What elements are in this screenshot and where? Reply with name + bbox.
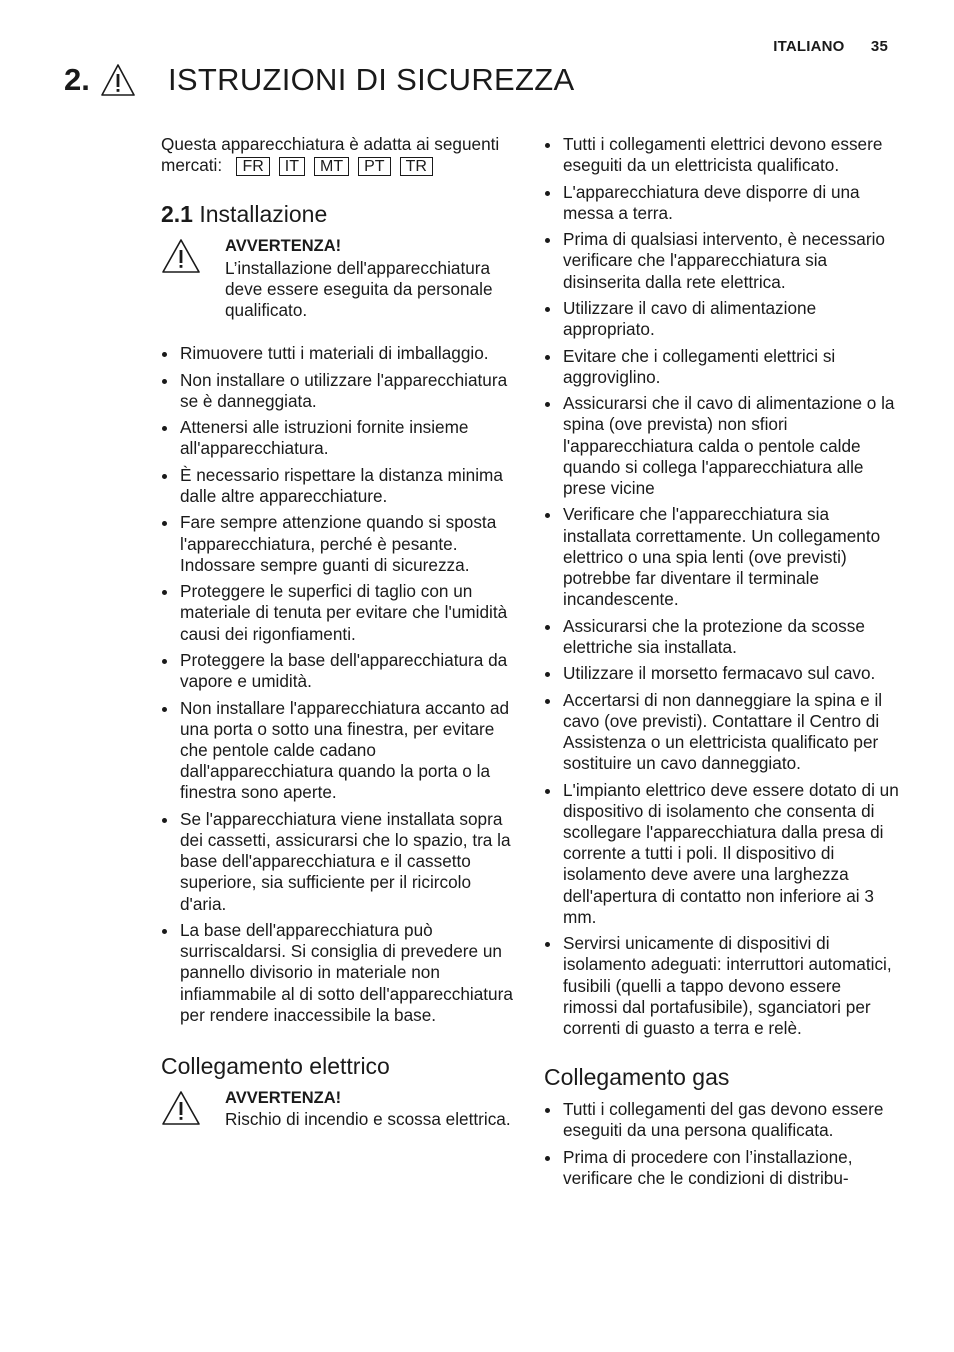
warning-box-elettrico [161, 1088, 516, 1130]
chapter-title [64, 62, 574, 98]
list-item: Prima di qualsiasi intervento, è necessario verificare che l'apparecchiatura sia disinserita dalla rete elettrica. [544, 229, 899, 293]
page-number: 35 [870, 38, 888, 55]
right-column [544, 134, 899, 1213]
warning-triangle-icon [100, 63, 136, 97]
list-item: Se l'apparecchiatura viene installata sopra dei cassetti, assicurarsi che lo spazio, tra la base dell'apparecchiatura e il cassetto superiore, sia sufficiente per il ricircolo d'aria. [161, 809, 516, 915]
list-item: Fare sempre attenzione quando si sposta l'apparecchiatura, perché è pesante. Indossare sempre guanti di sicurezza. [161, 512, 516, 576]
warning-label: AVVERTENZA! [225, 1089, 342, 1107]
section-heading-collegamento-gas: Collegamento gas [544, 1064, 730, 1091]
list-item: Attenersi alle istruzioni fornite insieme all'apparecchiatura. [161, 417, 516, 459]
section-heading-collegamento-elettrico: Collegamento elettrico [161, 1053, 390, 1079]
markets-text: Questa apparecchiatura è adatta ai seguenti mercati: [161, 134, 500, 176]
collegamento-elettrico-list [544, 134, 899, 1039]
list-item: L'impianto elettrico deve essere dotato di un dispositivo di isolamento che consenta di scollegare l'apparecchiatura dalla presa di corrente a tutti i poli. Il dispositivo di isolamento deve avere una larghezza dell'apertura di contatto non inferiore ai 3 mm. [544, 780, 899, 928]
warning-label: AVVERTENZA! [225, 237, 342, 256]
list-item: Assicurarsi che la protezione da scosse elettriche sia installata. [544, 616, 899, 658]
list-item: Assicurarsi che il cavo di alimentazione o la spina (ove prevista) non sfiori l'apparecchiatura calda o pentole calde quando si collega l'apparecchiatura alle prese vicine [544, 393, 899, 499]
list-item: Proteggere la base dell'apparecchiatura da vapore e umidità. [161, 650, 516, 692]
list-item: Prima di procedere con l’installazione, verificare che le condizioni di distribu- [544, 1147, 899, 1189]
list-item: È necessario rispettare la distanza minima dalle altre apparecchiature. [161, 465, 516, 507]
left-column [161, 134, 516, 1152]
warning-text: Rischio di incendio e scossa elettrica. [225, 1109, 511, 1130]
market-tag: PT [358, 157, 390, 176]
warning-box-installazione [161, 236, 516, 321]
collegamento-gas-list [544, 1099, 899, 1189]
chapter-heading: ISTRUZIONI DI SICUREZZA [168, 62, 575, 97]
list-item: Rimuovere tutti i materiali di imballaggio. [161, 343, 516, 364]
list-item: Utilizzare il morsetto fermacavo sul cavo. [544, 663, 899, 684]
header-language: ITALIANO [773, 38, 845, 55]
list-item: Tutti i collegamenti del gas devono essere eseguiti da una persona qualificata. [544, 1099, 899, 1141]
page-header [773, 38, 888, 55]
market-tag: MT [314, 157, 349, 176]
section-heading-installazione [161, 200, 516, 228]
list-item: Non installare l'apparecchiatura accanto ad una porta o sotto una finestra, per evitare che pentole calde cadano dall'apparecchiatura quando la porta o la finestra sono aperte. [161, 698, 516, 804]
list-item: Utilizzare il cavo di alimentazione appropriato. [544, 298, 899, 340]
warning-triangle-icon [161, 1090, 201, 1126]
list-item: Verificare che l'apparecchiatura sia installata correttamente. Un collegamento elettrico o una spia lenti (ove previsti) potrebbe far diventare il terminale incandescente. [544, 504, 899, 610]
warning-text: L’installazione dell'apparecchiatura deve essere eseguita da personale qualificato. [225, 257, 493, 321]
list-item: L'apparecchiatura deve disporre di una messa a terra. [544, 182, 899, 224]
market-tag: IT [279, 157, 305, 176]
market-tag: TR [400, 157, 433, 176]
list-item: Servirsi unicamente di dispositivi di isolamento adeguati: interruttori automatici, fusibili (quelli a tappo devono essere rimossi dal portafusibile), sganciatori per correnti di guasto a terra e relè. [544, 933, 899, 1039]
list-item: Accertarsi di non danneggiare la spina e il cavo (ove previsti). Contattare il Centro di Assistenza o un elettricista qualificato per sostituire un cavo danneggiato. [544, 690, 899, 775]
section-title: Installazione [199, 201, 328, 228]
installazione-list [161, 343, 516, 1026]
market-tag: FR [236, 157, 269, 176]
markets-intro [161, 134, 516, 176]
warning-triangle-icon [161, 238, 201, 274]
list-item: Evitare che i collegamenti elettrici si aggroviglino. [544, 346, 899, 388]
chapter-number: 2. [64, 62, 90, 97]
list-item: Non installare o utilizzare l'apparecchiatura se è danneggiata. [161, 370, 516, 412]
list-item: La base dell'apparecchiatura può surriscaldarsi. Si consiglia di prevedere un pannello divisorio in materiale non infiammabile al di sotto dell'apparecchiatura per rendere inaccessibile la base. [161, 920, 516, 1026]
list-item: Proteggere le superfici di taglio con un materiale di tenuta per evitare che l'umidità causi dei rigonfiamenti. [161, 581, 516, 645]
section-number: 2.1 [161, 201, 193, 228]
list-item: Tutti i collegamenti elettrici devono essere eseguiti da un elettricista qualificato. [544, 134, 899, 176]
market-tags [236, 155, 441, 175]
